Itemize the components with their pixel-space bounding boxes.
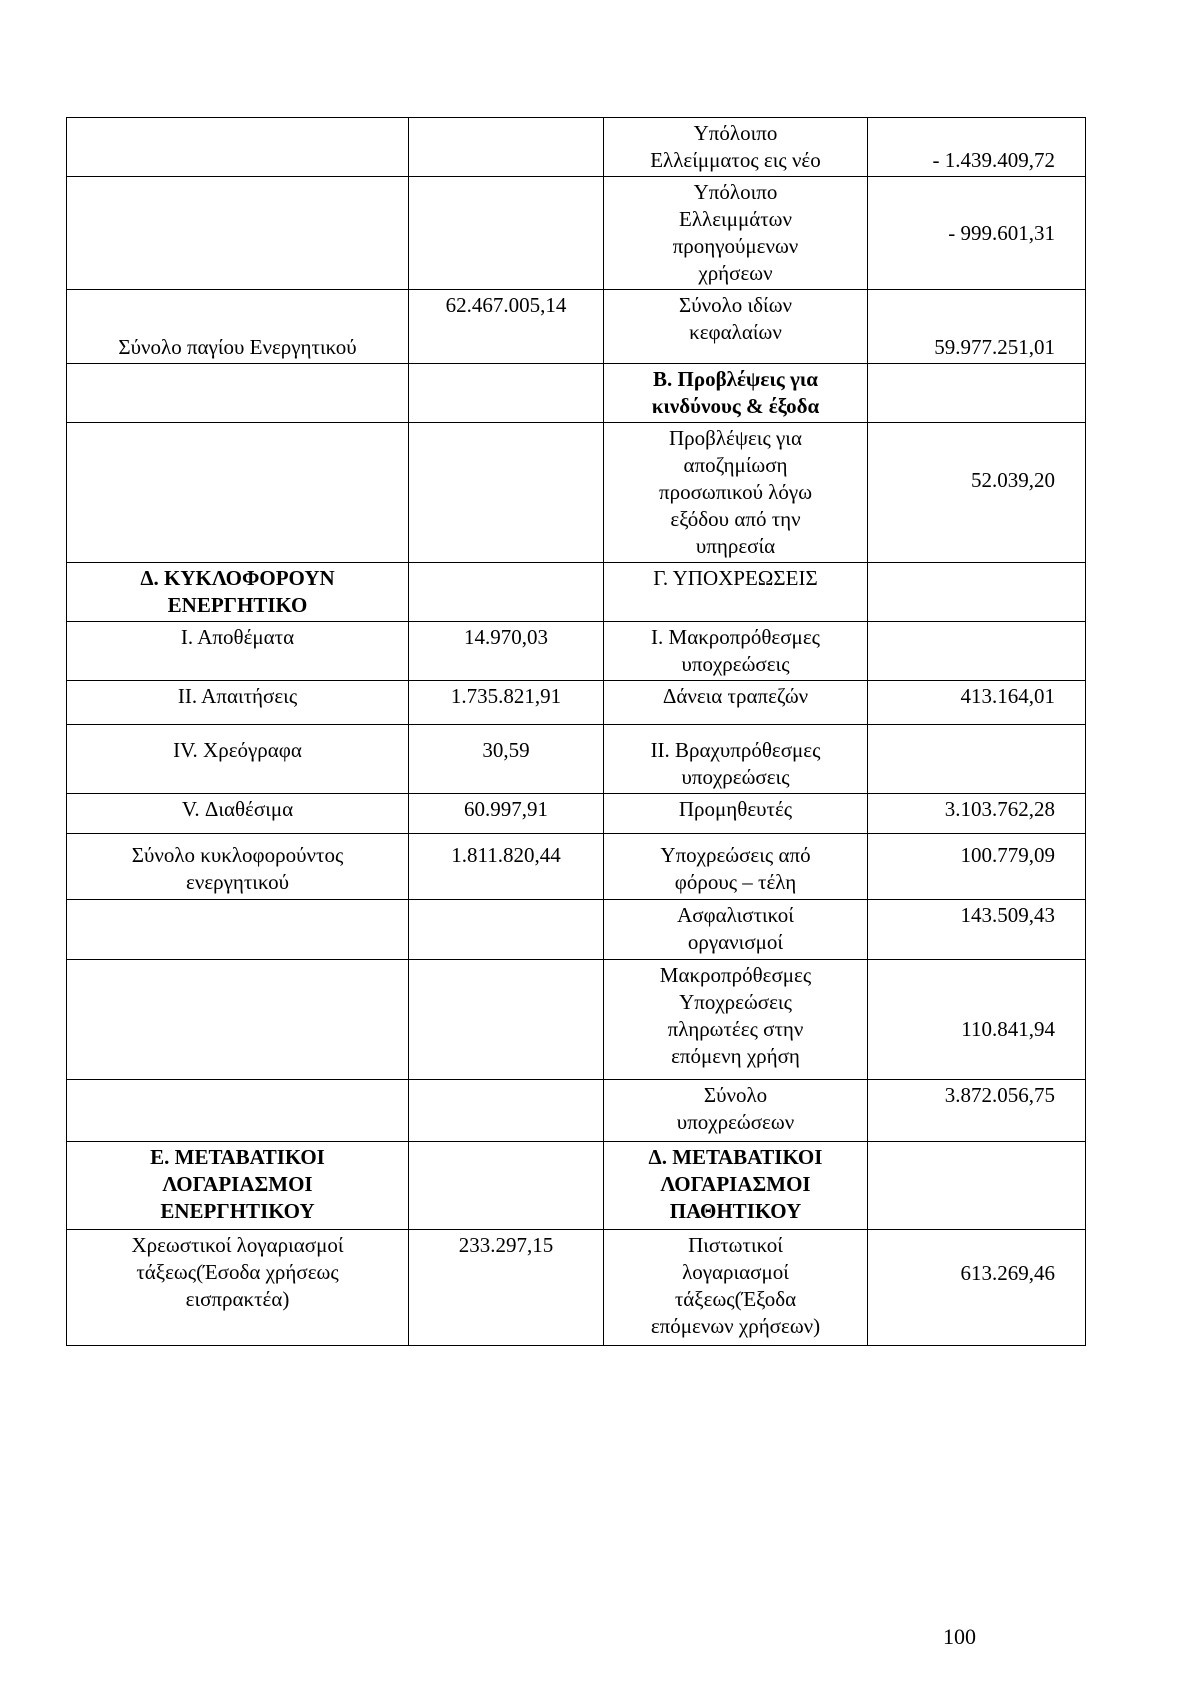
liability-label: Μακροπρόθεσμες Υποχρεώσεις πληρωτέες στην επόμενη χρήση [604, 960, 868, 1080]
asset-amount: 62.467.005,14 [409, 290, 604, 364]
table-row [67, 622, 1086, 681]
asset-amount [409, 900, 604, 960]
liability-label: ΙΙ. Βραχυπρόθεσμες υποχρεώσεις [604, 725, 868, 794]
asset-amount [409, 1142, 604, 1230]
liability-label: Δάνεια τραπεζών [604, 681, 868, 725]
asset-label: Σύνολο παγίου Ενεργητικού [67, 290, 409, 364]
liability-amount: 110.841,94 [868, 960, 1086, 1080]
asset-label: Χρεωστικοί λογαριασμοί τάξεως(Έσοδα χρήσεως εισπρακτέα) [67, 1230, 409, 1346]
asset-amount [409, 364, 604, 423]
liability-label: Ι. Μακροπρόθεσμες υποχρεώσεις [604, 622, 868, 681]
liability-amount [868, 622, 1086, 681]
liability-label: Σύνολο υποχρεώσεων [604, 1080, 868, 1142]
asset-label: ΙΙ. Απαιτήσεις [67, 681, 409, 725]
table-row [67, 1080, 1086, 1142]
liability-amount [868, 1142, 1086, 1230]
liability-label: Δ. ΜΕΤΑΒΑΤΙΚΟΙ ΛΟΓΑΡΙΑΣΜΟΙ ΠΑΘΗΤΙΚΟΥ [604, 1142, 868, 1230]
asset-amount [409, 563, 604, 622]
table-row [67, 900, 1086, 960]
table-row [67, 1142, 1086, 1230]
page-number: 100 [943, 1624, 976, 1649]
table-row [67, 290, 1086, 364]
table-row [67, 118, 1086, 177]
liability-amount: 100.779,09 [868, 834, 1086, 900]
liability-amount [868, 364, 1086, 423]
asset-label: V. Διαθέσιμα [67, 794, 409, 834]
asset-amount: 30,59 [409, 725, 604, 794]
asset-label [67, 1080, 409, 1142]
asset-label: Σύνολο κυκλοφορούντος ενεργητικού [67, 834, 409, 900]
asset-amount: 60.997,91 [409, 794, 604, 834]
liability-label: Πιστωτικοί λογαριασμοί τάξεως(Έξοδα επόμενων χρήσεων) [604, 1230, 868, 1346]
liability-label: Σύνολο ιδίων κεφαλαίων [604, 290, 868, 364]
asset-amount: 1.811.820,44 [409, 834, 604, 900]
asset-label: IV. Χρεόγραφα [67, 725, 409, 794]
table-row [67, 423, 1086, 563]
table-row [67, 834, 1086, 900]
asset-label [67, 118, 409, 177]
table-row [67, 681, 1086, 725]
liability-amount: - 1.439.409,72 [868, 118, 1086, 177]
liability-amount: - 999.601,31 [868, 177, 1086, 290]
balance-sheet-table [66, 117, 1086, 1346]
asset-amount [409, 423, 604, 563]
table-row [67, 960, 1086, 1080]
asset-amount: 14.970,03 [409, 622, 604, 681]
table-row [67, 364, 1086, 423]
liability-amount: 3.872.056,75 [868, 1080, 1086, 1142]
asset-amount: 1.735.821,91 [409, 681, 604, 725]
asset-label: Ε. ΜΕΤΑΒΑΤΙΚΟΙ ΛΟΓΑΡΙΑΣΜΟΙ ΕΝΕΡΓΗΤΙΚΟΥ [67, 1142, 409, 1230]
asset-label [67, 364, 409, 423]
asset-amount [409, 1080, 604, 1142]
asset-amount [409, 118, 604, 177]
asset-label [67, 900, 409, 960]
table-row [67, 177, 1086, 290]
liability-label: Υποχρεώσεις από φόρους – τέλη [604, 834, 868, 900]
asset-label: Ι. Αποθέματα [67, 622, 409, 681]
asset-amount [409, 960, 604, 1080]
liability-amount: 52.039,20 [868, 423, 1086, 563]
liability-amount: 613.269,46 [868, 1230, 1086, 1346]
liability-label: Υπόλοιπο Ελλείμματος εις νέο [604, 118, 868, 177]
asset-label [67, 423, 409, 563]
asset-label [67, 960, 409, 1080]
asset-label [67, 177, 409, 290]
asset-amount: 233.297,15 [409, 1230, 604, 1346]
table-row [67, 1230, 1086, 1346]
liability-amount: 3.103.762,28 [868, 794, 1086, 834]
asset-label: Δ. ΚΥΚΛΟΦΟΡΟΥΝ ΕΝΕΡΓΗΤΙΚΟ [67, 563, 409, 622]
liability-amount [868, 563, 1086, 622]
liability-amount [868, 725, 1086, 794]
table-row [67, 794, 1086, 834]
liability-label: Ασφαλιστικοί οργανισμοί [604, 900, 868, 960]
liability-label: Προμηθευτές [604, 794, 868, 834]
table-row [67, 563, 1086, 622]
liability-amount: 143.509,43 [868, 900, 1086, 960]
asset-amount [409, 177, 604, 290]
liability-label: Υπόλοιπο Ελλειμμάτων προηγούμενων χρήσεων [604, 177, 868, 290]
liability-label: Γ. ΥΠΟΧΡΕΩΣΕΙΣ [604, 563, 868, 622]
liability-amount: 413.164,01 [868, 681, 1086, 725]
liability-label: Προβλέψεις για αποζημίωση προσωπικού λόγω εξόδου από την υπηρεσία [604, 423, 868, 563]
liability-amount: 59.977.251,01 [868, 290, 1086, 364]
liability-label: Β. Προβλέψεις για κινδύνους & έξοδα [604, 364, 868, 423]
table-row [67, 725, 1086, 794]
